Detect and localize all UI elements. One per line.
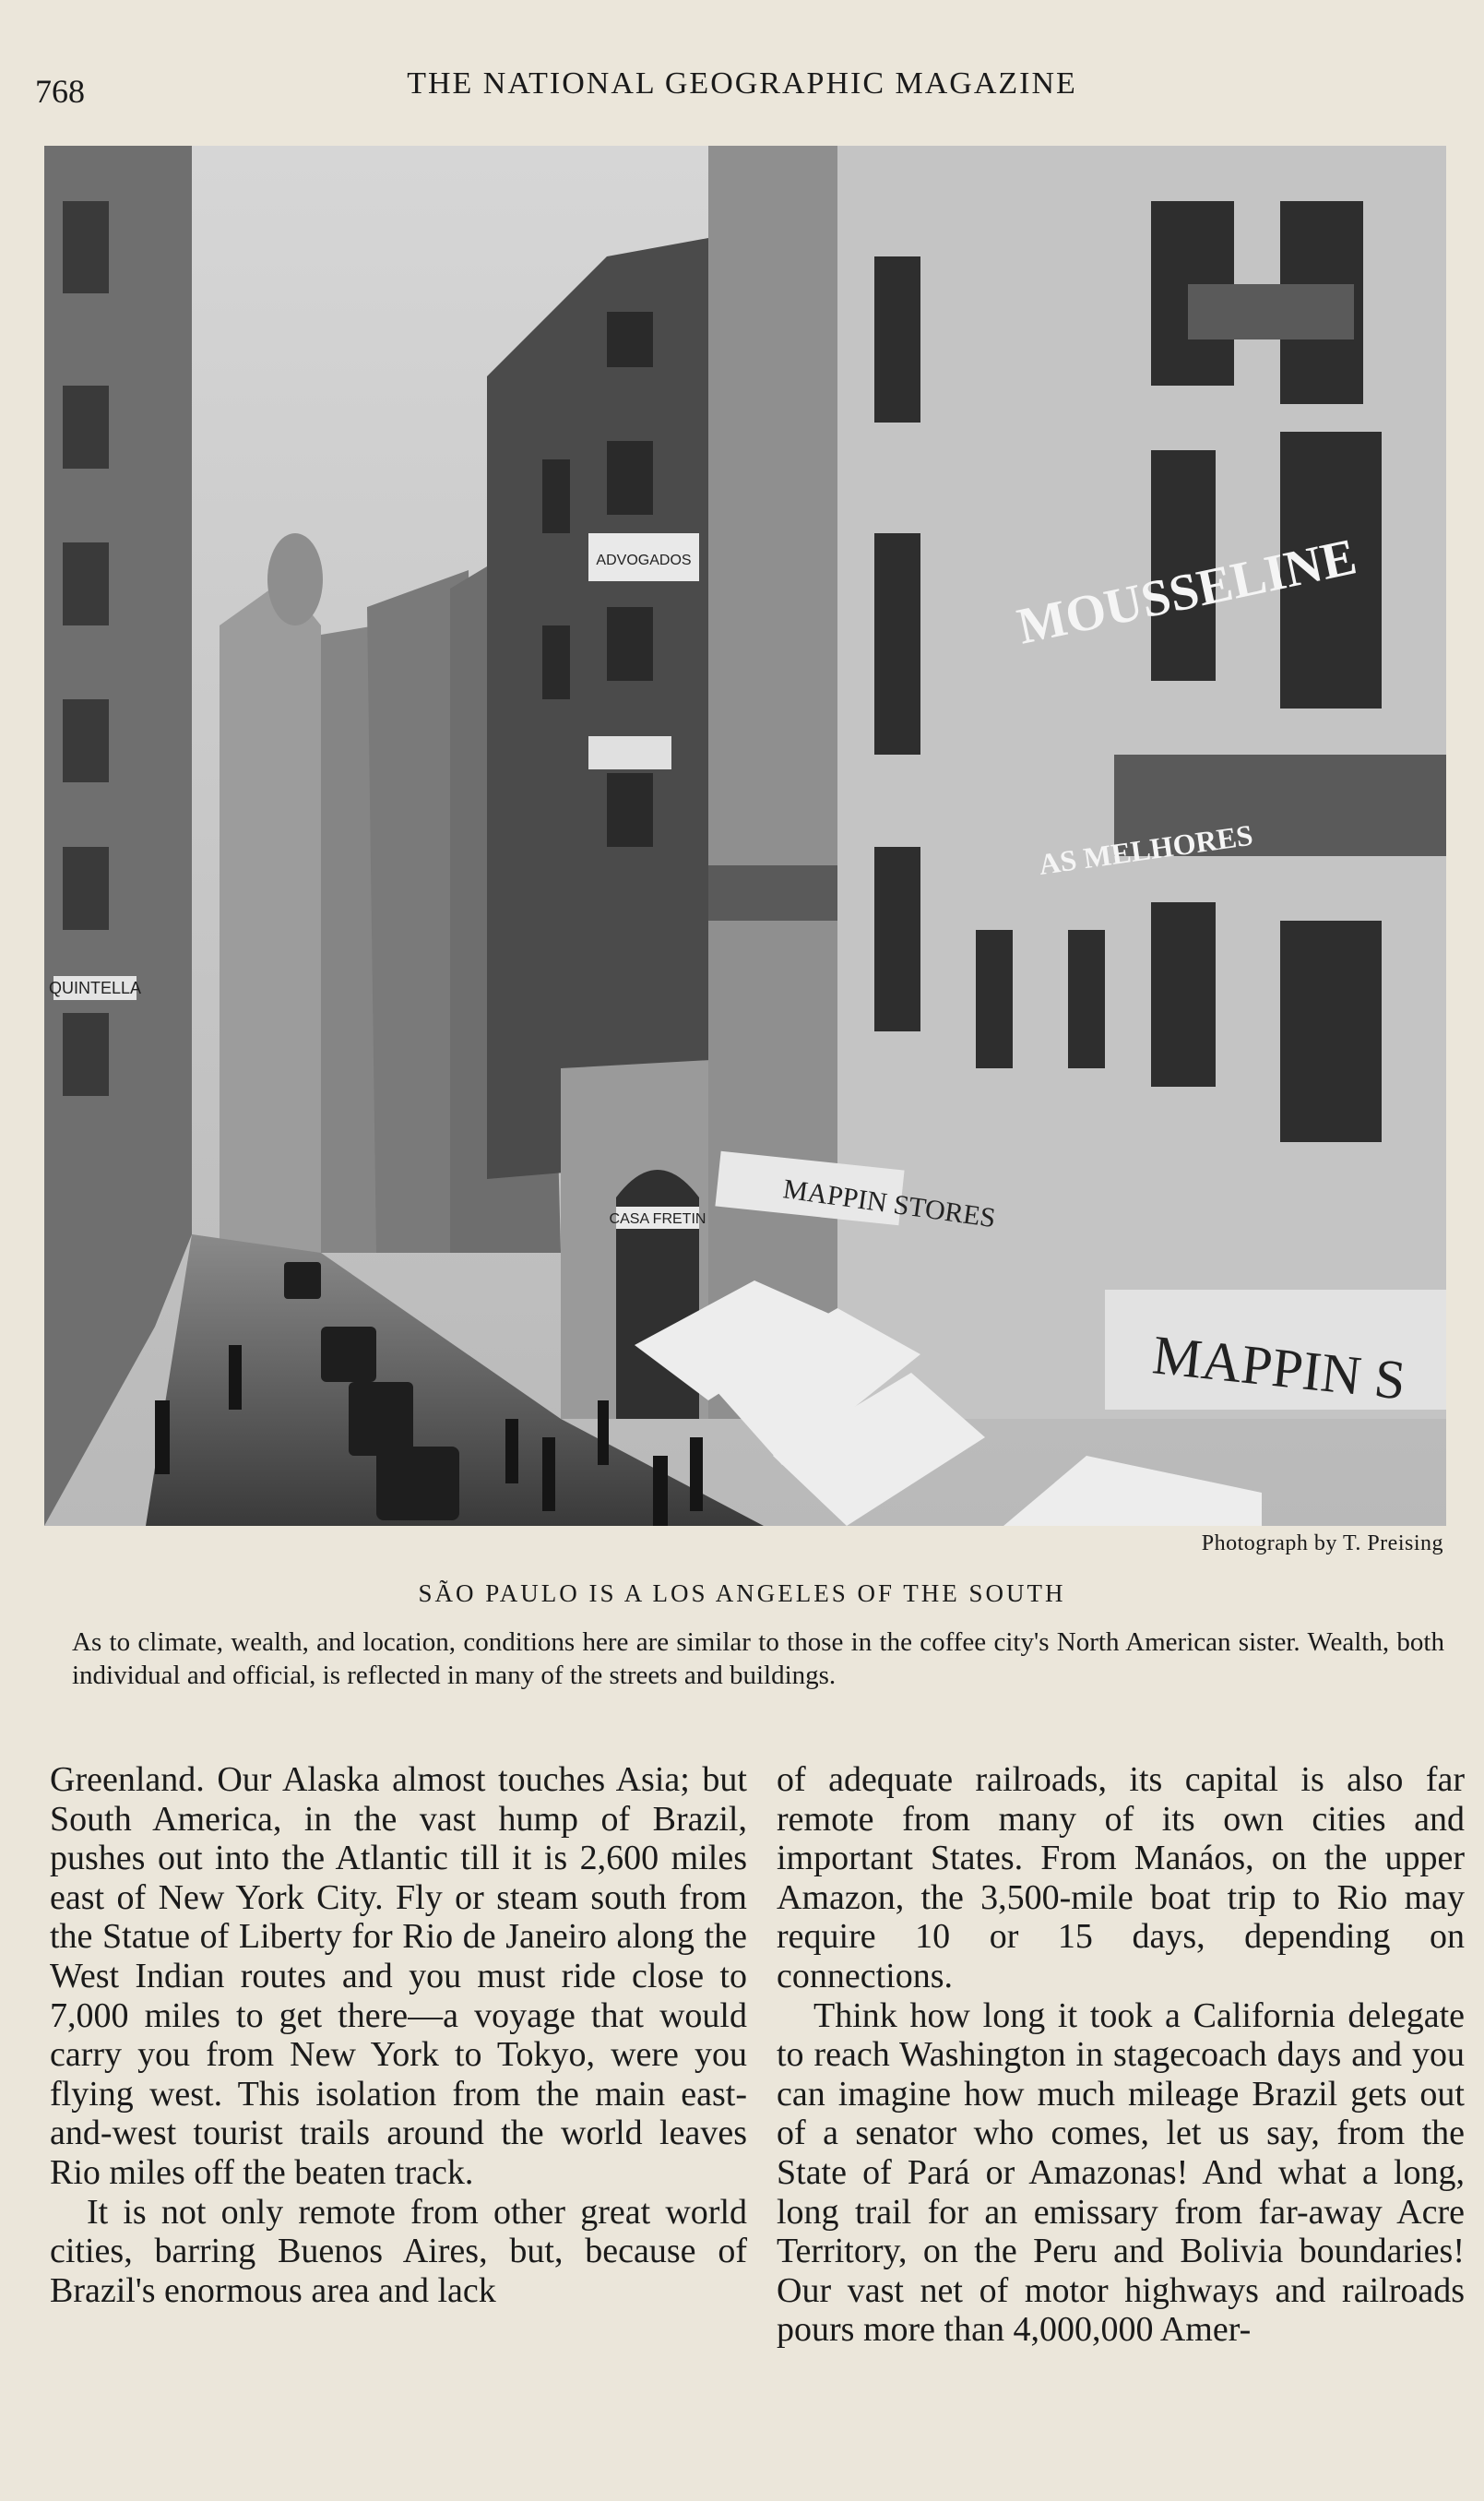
right-column bbox=[777, 1760, 1465, 2461]
paragraph: It is not only remote from other great world cities, barring Buenos Aires, but, because of Brazil's enormous area and lack bbox=[50, 2192, 747, 2310]
caption-body: As to climate, wealth, and location, conditions here are similar to those in the coffee city's North American sister. Wealth, both individual and official, is reflected in many of the streets and buildings. bbox=[72, 1627, 1444, 1690]
advogados-sign: ADVOGADOS bbox=[596, 553, 692, 568]
sao-paulo-street-photograph bbox=[44, 146, 1446, 1526]
left-column bbox=[50, 1760, 747, 2461]
paragraph: Greenland. Our Alaska almost touches Asia; but South America, in the vast hump of Brazil, pushes out into the Atlantic till it is 2,600 miles east of New York City. Fly or steam south from the Statue of Liberty for Rio de Janeiro along the West Indian routes and you must ride close to 7,000 miles to get there—a voyage that would carry you from New York to Tokyo, were you flying west. This isolation from the main east-and-west tourist trails around the world leaves Rio miles off the beaten track. bbox=[50, 1760, 747, 2192]
running-head: THE NATIONAL GEOGRAPHIC MAGAZINE bbox=[407, 66, 1077, 101]
caption-title: SÃO PAULO IS A LOS ANGELES OF THE SOUTH bbox=[418, 1579, 1066, 1607]
quintella-sign: QUINTELLA bbox=[48, 979, 142, 997]
paragraph: of adequate railroads, its capital is also far remote from many of its own cities and important States. From Manáos, on the upper Amazon, the 3,500-mile boat trip to Rio may require 10 or 15 days, depending on connections. bbox=[777, 1760, 1465, 1995]
page-number: 768 bbox=[35, 73, 85, 110]
photo-credit: Photograph by T. Preising bbox=[1201, 1531, 1443, 1555]
melhores-sign: AS MELHORES bbox=[1036, 817, 1255, 881]
street-scene-illustration bbox=[44, 146, 1446, 1526]
mappin-stores-upper-sign: MAPPIN STORES bbox=[781, 1173, 998, 1234]
mappin-storefront-sign: MAPPIN S bbox=[1149, 1324, 1409, 1411]
paragraph: Think how long it took a California delegate to reach Washington in stagecoach days and you can imagine how much mileage Brazil gets out of a senator who comes, let us say, from the State of Pará or Amazonas! And what a long, long trail for an emissary from far-away Acre Territory, on the Peru and Bolivia boundaries! Our vast net of motor highways and railroads pours more than 4,000,000 Amer- bbox=[777, 1995, 1465, 2350]
mousseline-sign: MOUSSELINE bbox=[1012, 528, 1361, 656]
casa-fretin-sign: CASA FRETIN bbox=[609, 1211, 706, 1227]
article-body bbox=[50, 1760, 1465, 2461]
